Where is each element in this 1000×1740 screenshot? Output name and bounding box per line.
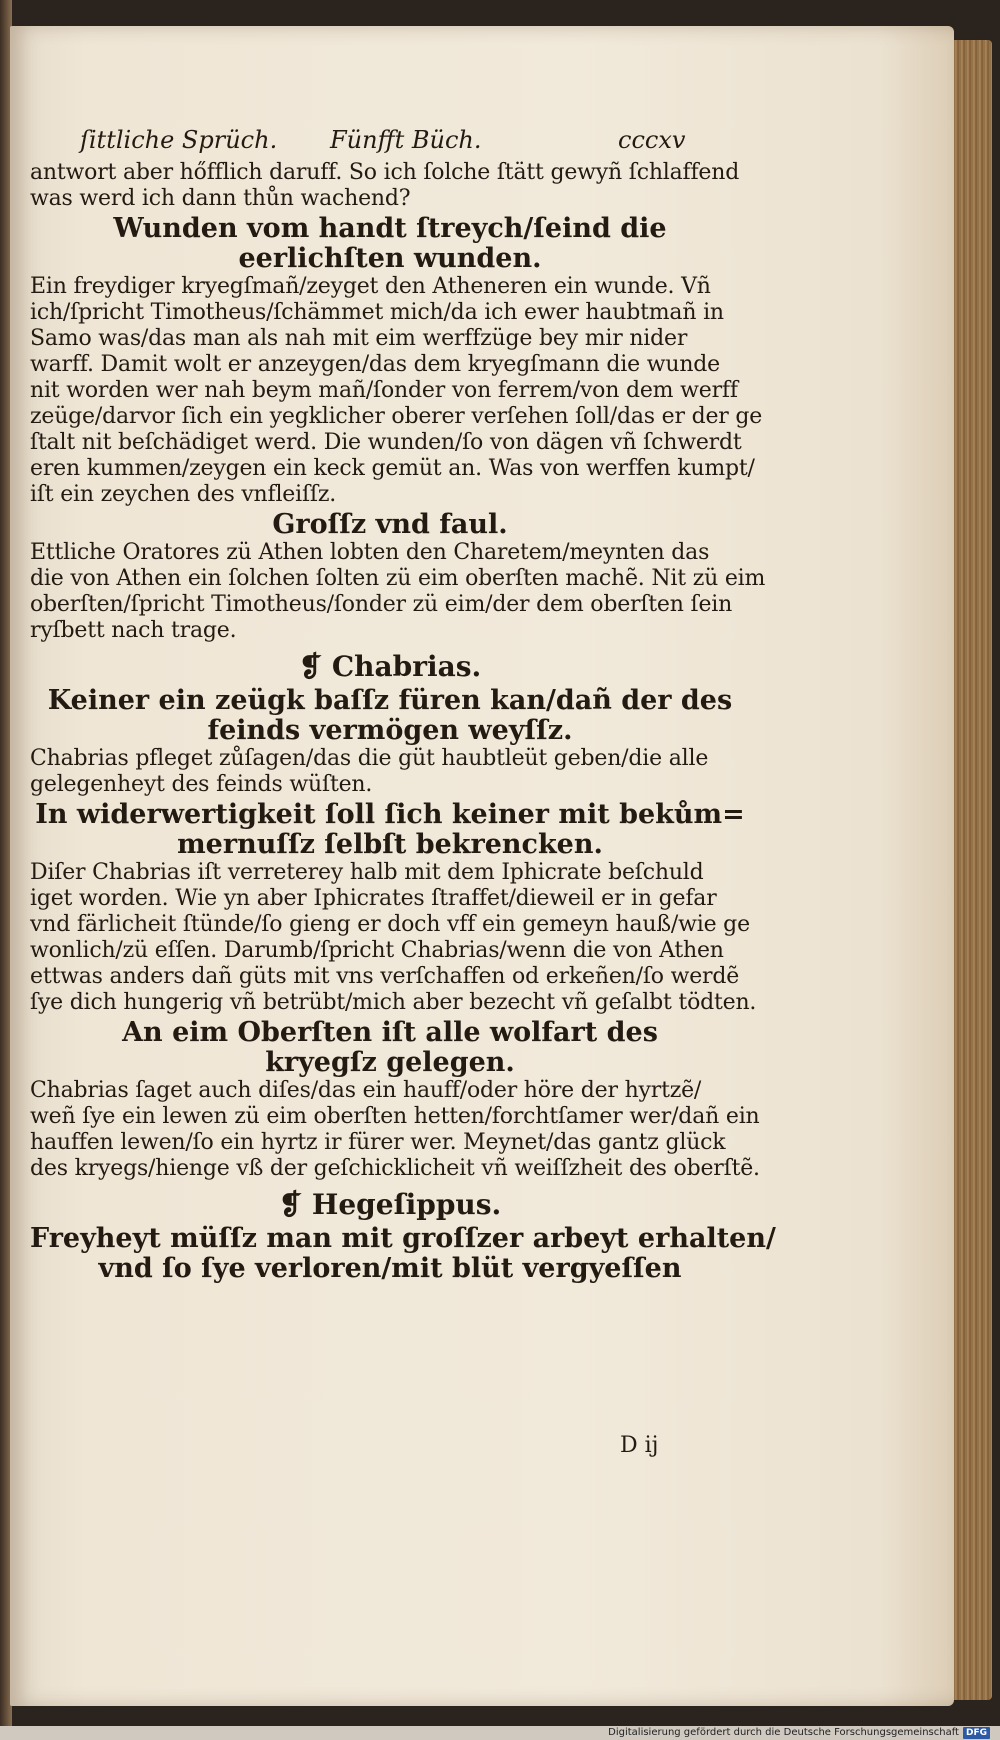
text-line: des kryegs/hienge vß der geſchicklicheit vñ weiſſzheit des oberſtẽ.: [30, 1156, 760, 1181]
text-line: iget worden. Wie yn aber Iphicrates ſtraffet/dieweil er in gefar: [30, 886, 717, 911]
text-line: kryegſz gelegen.: [265, 1047, 515, 1078]
section-heading: [30, 800, 750, 860]
paragraph: [30, 746, 750, 798]
text-line: ettwas anders dañ güts mit vns verſchaffen od erkeñen/ſo werdẽ: [30, 964, 740, 989]
book-title: Fünfft Büch.: [330, 126, 482, 154]
text-line: ſtalt nit beſchädiget werd. Die wunden/ſo von dägen vñ ſchwerdt: [30, 430, 742, 455]
text-line: hauffen lewen/ſo ein hyrtz ir fürer wer. Meynet/das gantz glück: [30, 1130, 726, 1155]
text-line: eren kummen/zeygen ein keck gemüt an. Was von werffen kumpt/: [30, 456, 755, 481]
text-line: iſt ein zeychen des vnfleiſſz.: [30, 482, 337, 507]
text-line: Keiner ein zeügk baſſz füren kan/dañ der des: [47, 685, 733, 716]
text-line: Ein freydiger kryegſmañ/zeyget den Atheneren ein wunde. Vñ: [30, 274, 711, 299]
paragraph: [30, 160, 750, 212]
text-block: [30, 126, 776, 1284]
paragraph: [30, 540, 766, 644]
text-line: ❡ Chabrias.: [298, 650, 482, 683]
text-line: vnd färlicheit ſtünde/ſo gieng er doch vff ein gemeyn hauß/wie ge: [30, 912, 750, 937]
dfg-logo: DFG: [963, 1727, 990, 1739]
page-header: [30, 126, 750, 160]
section-heading: [30, 1223, 776, 1284]
author-heading: [30, 650, 750, 684]
text-line: mernuſſz ſelbſt bekrencken.: [177, 829, 603, 860]
text-line: Diſer Chabrias iſt verreterey halb mit dem Iphicrate beſchuld: [30, 860, 704, 885]
text-line: ryſbett nach trage.: [30, 618, 237, 643]
text-line: feinds vermögen weyſſz.: [207, 715, 573, 746]
text-line: antwort aber hőfflich daruff. So ich ſolche ſtätt gewyñ ſchlaffend: [30, 160, 740, 185]
section-heading: [30, 686, 750, 746]
text-line: nit worden wer nah beym mañ/ſonder von ferrem/von dem werff: [30, 378, 738, 403]
paragraph: [30, 860, 757, 1016]
text-line: zeüge/darvor ſich ein yegklicher oberer verſehen ſoll/das er der ge: [30, 404, 763, 429]
text-line: warff. Damit wolt er anzeygen/das dem kryegſmann die wunde: [30, 352, 720, 377]
text-line: eerlichſten wunden.: [238, 243, 542, 274]
text-line: ſye dich hungerig vñ betrübt/mich aber bezecht vñ geſalbt tödten.: [30, 990, 757, 1015]
text-line: ich/ſpricht Timotheus/ſchämmet mich/da ich ewer haubtmañ in: [30, 300, 724, 325]
text-line: vnd ſo ſye verloren/mit blüt vergyeſſen: [98, 1253, 682, 1284]
digitization-credit: [608, 1726, 990, 1740]
text-line: oberſten/ſpricht Timotheus/ſonder zü eim/der dem oberſten ſein: [30, 592, 733, 617]
credit-text: Digitalisierung gefördert durch die Deutsche Forschungsgemeinschaft: [608, 1727, 959, 1738]
signature-mark: D ij: [620, 1433, 659, 1458]
text-line: Groſſz vnd faul.: [272, 509, 508, 540]
page-edges: [954, 40, 992, 1700]
text-line: Freyheyt müſſz man mit groſſzer arbeyt erhalten/: [30, 1223, 776, 1254]
paragraph: [30, 274, 763, 508]
running-title: ſittliche Sprüch.: [80, 126, 278, 154]
text-line: ❡ Hegeſippus.: [278, 1188, 502, 1221]
section-heading: [30, 1018, 750, 1078]
text-line: In widerwertigkeit ſoll ſich keiner mit bekům=: [35, 799, 745, 830]
text-line: was werd ich dann thůn wachend?: [30, 186, 411, 211]
section-heading: [30, 510, 750, 540]
text-line: Chabrias ſaget auch diſes/das ein hauff/oder höre der hyrtzẽ/: [30, 1078, 702, 1103]
text-line: An eim Oberſten iſt alle wolfart des: [122, 1017, 658, 1048]
author-heading: [30, 1188, 750, 1222]
text-line: die von Athen ein ſolchen ſolten zü eim oberſten machẽ. Nit zü eim: [30, 566, 766, 591]
folio-number: cccxv: [618, 126, 686, 154]
text-line: weñ ſye ein lewen zü eim oberſten hetten/forchtſamer wer/dañ ein: [30, 1104, 760, 1129]
text-line: wonlich/zü eſſen. Darumb/ſpricht Chabrias/wenn die von Athen: [30, 938, 724, 963]
section-heading: [30, 214, 750, 274]
text-line: Wunden vom handt ſtreych/ſeind die: [113, 213, 667, 244]
text-line: gelegenheyt des feinds wüſten.: [30, 772, 373, 797]
content: [30, 160, 776, 1284]
text-line: Ettliche Oratores zü Athen lobten den Charetem/meynten das: [30, 540, 710, 565]
text-line: Chabrias pfleget zůſagen/das die güt haubtleüt geben/die alle: [30, 746, 709, 771]
text-line: Samo was/das man als nah mit eim werffzüge bey mir nider: [30, 326, 688, 351]
paragraph: [30, 1078, 760, 1182]
